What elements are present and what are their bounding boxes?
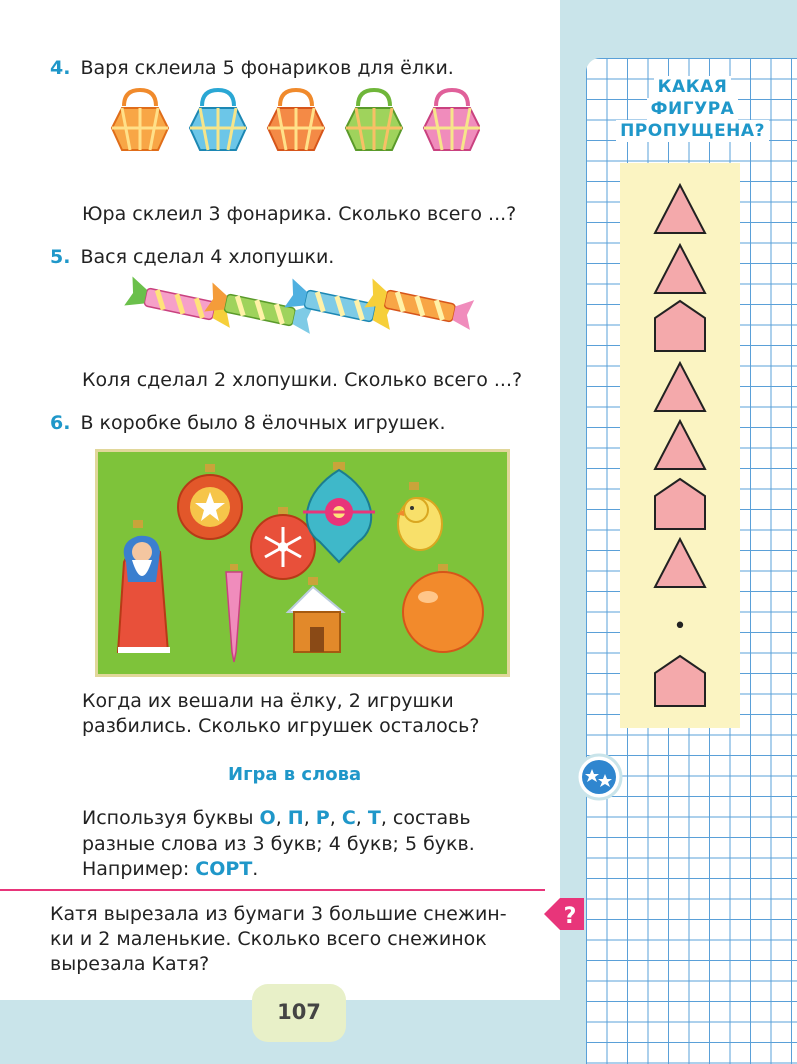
task-6-follow-2: разбились. Сколько игрушек осталось?	[82, 715, 480, 737]
missing-shape-mark: •	[673, 614, 687, 639]
lantern-orange	[112, 90, 168, 150]
task-4-follow: Юра склеил 3 фонарика. Сколько всего ...?	[82, 203, 517, 225]
task-6	[50, 410, 446, 436]
sidebar-title-1: КАКАЯ	[654, 76, 732, 98]
task-number: 5.	[50, 246, 71, 268]
task-5	[50, 244, 334, 270]
question-badge-icon	[544, 896, 584, 932]
sidebar-title-2: ФИГУРА	[647, 98, 739, 120]
ornament-orange-ball	[403, 564, 483, 652]
example-word: СОРТ	[195, 858, 253, 880]
game-line-3	[82, 857, 258, 882]
game-text: Например:	[82, 858, 196, 880]
stars-icon	[574, 752, 624, 802]
task-text: В коробке было 8 ёлочных игрушек.	[80, 412, 446, 434]
game-text: .	[252, 858, 259, 880]
game-line-2: разные слова из 3 букв; 4 букв; 5 букв.	[82, 833, 475, 855]
icicle-toy	[226, 564, 242, 662]
game-text: составь	[386, 807, 471, 829]
shape-triangle	[655, 363, 705, 411]
chick-toy	[396, 482, 442, 550]
letter: Р	[315, 807, 330, 829]
lantern-green	[346, 90, 402, 150]
letter: Т	[367, 807, 381, 829]
shape-pentagon	[655, 656, 705, 706]
ornament-red-snowflake	[251, 507, 315, 579]
shape-pentagon	[655, 301, 705, 351]
divider-line	[0, 889, 545, 891]
question-line-3: вырезала Катя?	[50, 953, 210, 975]
lantern-blue	[190, 90, 246, 150]
game-title: Игра в слова	[228, 764, 362, 785]
shape-sequence	[620, 163, 740, 728]
ornament-orange-star	[178, 464, 242, 539]
shape-triangle	[655, 185, 705, 233]
question-line-2: ки и 2 маленькие. Сколько всего снежинок	[50, 928, 487, 950]
task-number: 4.	[50, 57, 71, 79]
lantern-orange-2	[268, 90, 324, 150]
shape-triangle	[655, 245, 705, 293]
task-5-follow: Коля сделал 2 хлопушки. Сколько всего ...?	[82, 369, 523, 391]
crackers-illustration	[120, 275, 480, 345]
letter: П	[287, 807, 304, 829]
lantern-pink	[424, 90, 480, 150]
task-text: Варя склеила 5 фонариков для ёлки.	[80, 57, 454, 79]
shape-triangle	[655, 421, 705, 469]
task-number: 6.	[50, 412, 71, 434]
game-line-1: Используя буквы О, П, Р, С, Т, составь	[82, 807, 471, 829]
game-text: Используя буквы	[82, 807, 260, 829]
lanterns-illustration	[100, 88, 480, 170]
shape-pentagon	[655, 479, 705, 529]
shape-triangle	[655, 539, 705, 587]
father-frost-toy	[118, 520, 170, 653]
page-number: 107	[252, 984, 346, 1042]
letter: С	[341, 807, 356, 829]
house-toy	[288, 577, 343, 652]
toy-box	[95, 449, 510, 677]
task-6-follow-1: Когда их вешали на ёлку, 2 игрушки	[82, 690, 454, 712]
task-4	[50, 55, 454, 81]
shape-sequence-panel	[620, 163, 740, 728]
question-line-1: Катя вырезала из бумаги 3 большие снежин-	[50, 903, 507, 925]
question-mark: ?	[563, 904, 577, 929]
sidebar-title-3: ПРОПУЩЕНА?	[616, 120, 769, 142]
sidebar-title	[600, 76, 785, 142]
task-text: Вася сделал 4 хлопушки.	[80, 246, 335, 268]
christmas-toys-illustration	[98, 452, 507, 674]
letter: О	[259, 807, 276, 829]
